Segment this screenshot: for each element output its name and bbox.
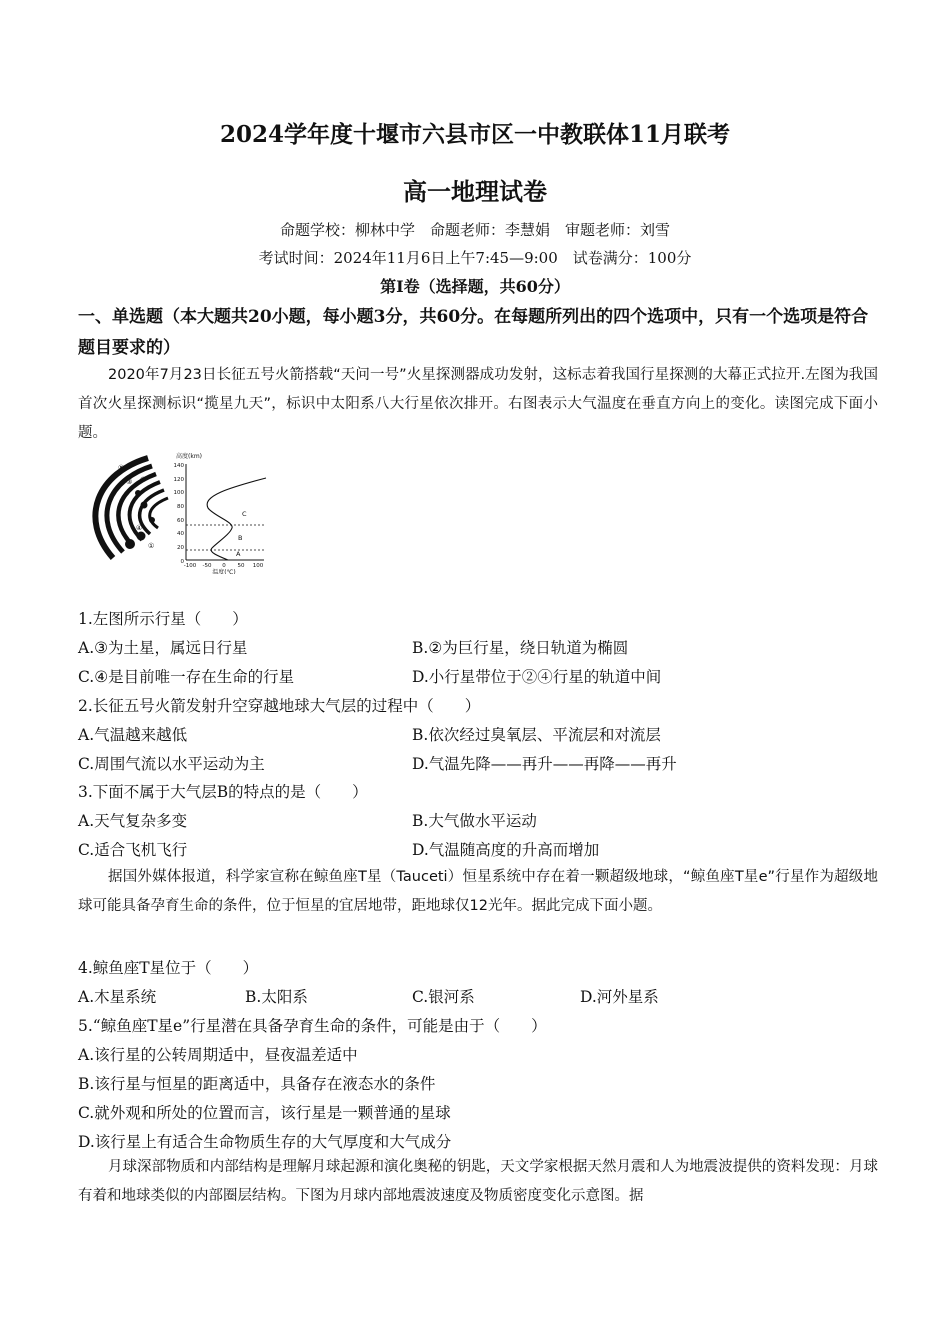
question-1-option-c[interactable]: C.④是目前唯一存在生命的行星 bbox=[78, 668, 295, 686]
y-tick: 140 bbox=[173, 463, 184, 469]
exam-title: 2024学年度十堰市六县市区一中教联体11月联考 bbox=[219, 121, 731, 148]
question-4-option-c[interactable]: C.银河系 bbox=[412, 988, 475, 1006]
y-tick: 120 bbox=[173, 477, 184, 483]
question-2-stem: 2.长征五号火箭发射升空穿越地球大气层的过程中（ ） bbox=[78, 697, 481, 715]
y-tick: 0 bbox=[180, 559, 184, 565]
planet-dot bbox=[149, 517, 155, 523]
x-tick: 100 bbox=[252, 563, 264, 569]
meta-authors: 命题学校：柳林中学 命题老师：李慧娟 审题老师：刘雪 bbox=[279, 221, 670, 239]
layer-label: C bbox=[242, 510, 247, 518]
question-2-option-c[interactable]: C.周围气流以水平运动为主 bbox=[78, 755, 265, 773]
question-2-option-b[interactable]: B.依次经过臭氧层、平流层和对流层 bbox=[412, 726, 661, 744]
atmosphere-chart bbox=[174, 452, 267, 574]
question-1-option-b[interactable]: B.②为巨行星，绕日轨道为椭圆 bbox=[412, 639, 629, 657]
question-5-option-d[interactable]: D.该行星上有适合生命物质生存的大气厚度和大气成分 bbox=[78, 1133, 452, 1151]
question-1-option-a[interactable]: A.③为土星，属远日行星 bbox=[78, 639, 248, 657]
y-tick: 40 bbox=[177, 531, 184, 537]
question-5-option-a[interactable]: A.该行星的公转周期适中，昼夜温差适中 bbox=[78, 1046, 358, 1064]
planet-dot bbox=[125, 539, 135, 549]
orbit-arc bbox=[130, 482, 160, 540]
y-tick: 60 bbox=[177, 518, 184, 524]
planet-label: ③ bbox=[126, 478, 133, 486]
layer-label: A bbox=[236, 550, 241, 558]
question-3-option-b[interactable]: B.大气做水平运动 bbox=[412, 812, 537, 830]
question-3-option-d[interactable]: D.气温随高度的升高而增加 bbox=[412, 841, 600, 859]
question-3-option-c[interactable]: C.适合飞机飞行 bbox=[78, 841, 188, 859]
question-1-stem: 1.左图所示行星（ ） bbox=[78, 610, 248, 628]
y-tick: 100 bbox=[173, 490, 184, 496]
question-2-option-a[interactable]: A.气温越来越低 bbox=[78, 726, 188, 744]
question-5-option-c[interactable]: C.就外观和所处的位置而言，该行星是一颗普通的星球 bbox=[78, 1104, 451, 1122]
x-axis-label: 温度(℃) bbox=[212, 569, 236, 574]
figure-svg bbox=[78, 448, 278, 574]
question-3-option-a[interactable]: A.天气复杂多变 bbox=[78, 812, 188, 830]
x-tick: 50 bbox=[237, 563, 245, 569]
orbit-arc bbox=[150, 498, 168, 528]
planet-label: ① bbox=[148, 542, 155, 550]
question-4-option-b[interactable]: B.太阳系 bbox=[245, 988, 308, 1006]
y-axis-label: 高度(km) bbox=[176, 453, 203, 460]
y-tick: 20 bbox=[177, 545, 184, 551]
passage-2: 据国外媒体报道，科学家宣称在鲸鱼座T星（Tauceti）恒星系统中存在着一颗超级地球，“鲸鱼座T星e”行星作为超级地球可能具备孕育生命的条件，位于恒星的宜居地带，距地球仅12光年。据此完成下面小题。 bbox=[78, 869, 878, 914]
temperature-curve bbox=[207, 478, 266, 560]
question-5-stem: 5.“鲸鱼座T星e”行星潜在具备孕育生命的条件，可能是由于（ ） bbox=[78, 1017, 547, 1035]
question-4-option-a[interactable]: A.木星系统 bbox=[78, 988, 157, 1006]
section-heading: 第Ⅰ卷（选择题，共60分） bbox=[380, 277, 570, 296]
planet-dot bbox=[141, 502, 148, 509]
layer-label: B bbox=[238, 534, 243, 542]
question-4-option-d[interactable]: D.河外星系 bbox=[580, 988, 659, 1006]
passage-1: 2020年7月23日长征五号火箭搭载“天问一号”火星探测器成功发射，这标志着我国行星探测的大幕正式拉开.左图为我国首次火星探测标识“揽星九天”，标识中太阳系八大行星依次排开。右图表示大气温度在垂直方向上的变化。读图完成下面小题。 bbox=[78, 367, 878, 441]
y-tick: 80 bbox=[177, 504, 184, 510]
x-tick: 0 bbox=[222, 563, 226, 569]
question-3-stem: 3.下面不属于大气层B的特点的是（ ） bbox=[78, 783, 368, 801]
planet-label: ④ bbox=[136, 524, 143, 532]
meta-time: 考试时间：2024年11月6日上午7:45—9:00 试卷满分：100分 bbox=[258, 249, 692, 267]
figure bbox=[78, 448, 278, 578]
planet-label: ② bbox=[140, 476, 147, 484]
question-1-option-d[interactable]: D.小行星带位于②④行星的轨道中间 bbox=[412, 668, 662, 686]
exam-subtitle: 高一地理试卷 bbox=[403, 177, 547, 206]
question-4-stem: 4.鲸鱼座T星位于（ ） bbox=[78, 959, 259, 977]
planet-label: ⑤ bbox=[118, 464, 125, 472]
question-5-option-b[interactable]: B.该行星与恒星的距离适中，具备存在液态水的条件 bbox=[78, 1075, 436, 1093]
instruction: 一、单选题（本大题共20小题，每小题3分，共60分。在每题所列出的四个选项中，只有一个选项是符合题目要求的） bbox=[78, 307, 869, 358]
question-2-option-d[interactable]: D.气温先降——再升——再降——再升 bbox=[412, 755, 677, 773]
planet-dot bbox=[137, 532, 146, 541]
x-tick: -50 bbox=[202, 563, 212, 569]
x-tick: -100 bbox=[183, 563, 197, 569]
passage-3: 月球深部物质和内部结构是理解月球起源和演化奥秘的钥匙，天文学家根据天然月震和人为地震波提供的资料发现：月球有着和地球类似的内部圈层结构。下图为月球内部地震波速度及物质密度变化示意图。据 bbox=[78, 1159, 878, 1204]
planet-dot bbox=[135, 490, 141, 496]
